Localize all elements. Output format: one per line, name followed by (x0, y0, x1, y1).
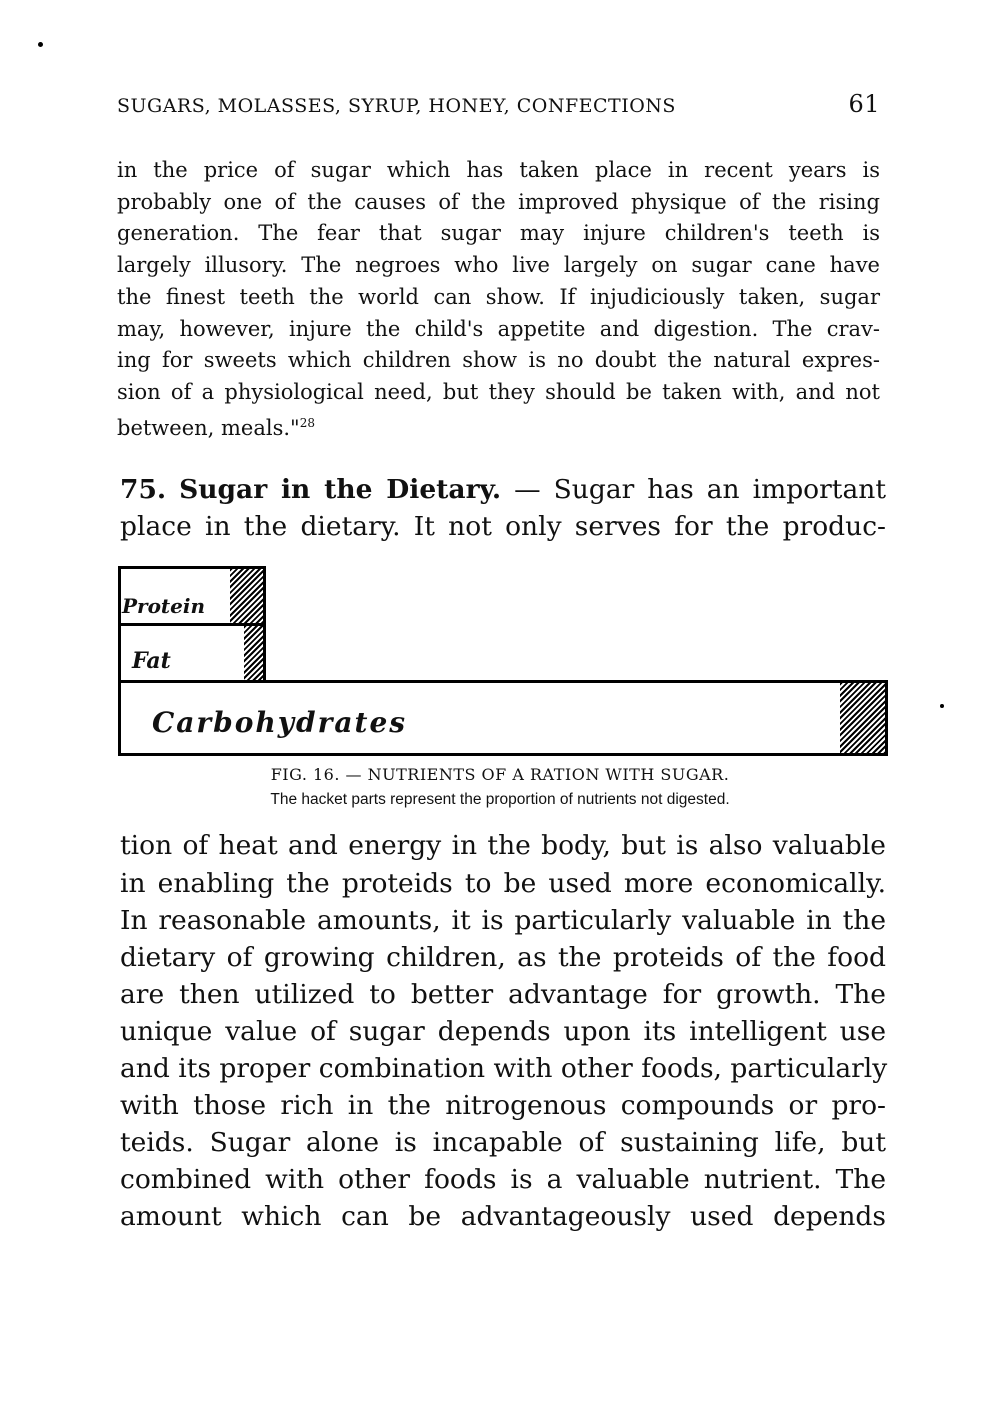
text-span: between, meals." (117, 416, 300, 440)
text-line: tion of heat and energy in the body, but is also valuable (120, 830, 886, 861)
section-heading-line (120, 472, 886, 508)
text-span: — Sugar has an important (514, 474, 886, 505)
text-line: generation. The fear that sugar may injure children's teeth is (117, 221, 880, 245)
fat-label: Fat (132, 648, 171, 674)
carbohydrates-undigested-hatch (840, 683, 885, 753)
text-line: sion of a physiological need, but they should be taken with, and not (117, 380, 880, 404)
text-line: with those rich in the nitrogenous compounds or pro- (120, 1090, 886, 1121)
text-line: teids. Sugar alone is incapable of sustaining life, but (120, 1127, 886, 1158)
text-line (117, 408, 880, 438)
speck (940, 704, 944, 708)
section-title: Sugar in the Dietary. (179, 474, 502, 505)
text-line: and its proper combination with other foods, particularly (120, 1053, 888, 1084)
text-line: ing for sweets which children show is no doubt the natural expres- (117, 348, 880, 372)
fat-undigested-hatch (244, 626, 263, 680)
protein-label: Protein (122, 594, 206, 618)
text-line: amount which can be advantageously used depends (120, 1201, 886, 1232)
footnote-ref: 28 (299, 416, 315, 430)
text-line: dietary of growing children, as the proteids of the food (120, 942, 886, 973)
text-line: are then utilized to better advantage for growth. The (120, 979, 886, 1010)
carbohydrates-label: Carbohydrates (152, 706, 408, 739)
text-line: largely illusory. The negroes who live largely on sugar cane have (117, 253, 880, 277)
text-line: unique value of sugar depends upon its intelligent use (120, 1016, 886, 1047)
page-number: 61 (848, 90, 880, 118)
text-line: in the price of sugar which has taken place in recent years is (117, 158, 880, 182)
text-line: place in the dietary. It not only serves for the produc- (120, 511, 886, 542)
text-line: probably one of the causes of the improved physique of the rising (117, 190, 880, 214)
running-header (117, 90, 880, 118)
text-line: In reasonable amounts, it is particularly valuable in the (120, 905, 886, 936)
section-number: 75. (120, 474, 167, 505)
text-line: the finest teeth the world can show. If injudiciously taken, sugar (117, 285, 880, 309)
text-line: combined with other foods is a valuable nutrient. The (120, 1164, 886, 1195)
nutrient-figure (118, 566, 888, 756)
figure-caption: FIG. 16. — NUTRIENTS OF A RATION WITH SUGAR. (270, 765, 730, 784)
text-line: may, however, injure the child's appetite and digestion. The crav- (117, 317, 880, 341)
protein-undigested-hatch (230, 569, 263, 623)
text-line: in enabling the proteids to be used more economically. (120, 868, 886, 899)
speck (38, 42, 43, 47)
running-title: SUGARS, MOLASSES, SYRUP, HONEY, CONFECTIONS (117, 95, 676, 117)
figure-subcaption: The hacket parts represent the proportion of nutrients not digested. (270, 791, 730, 808)
